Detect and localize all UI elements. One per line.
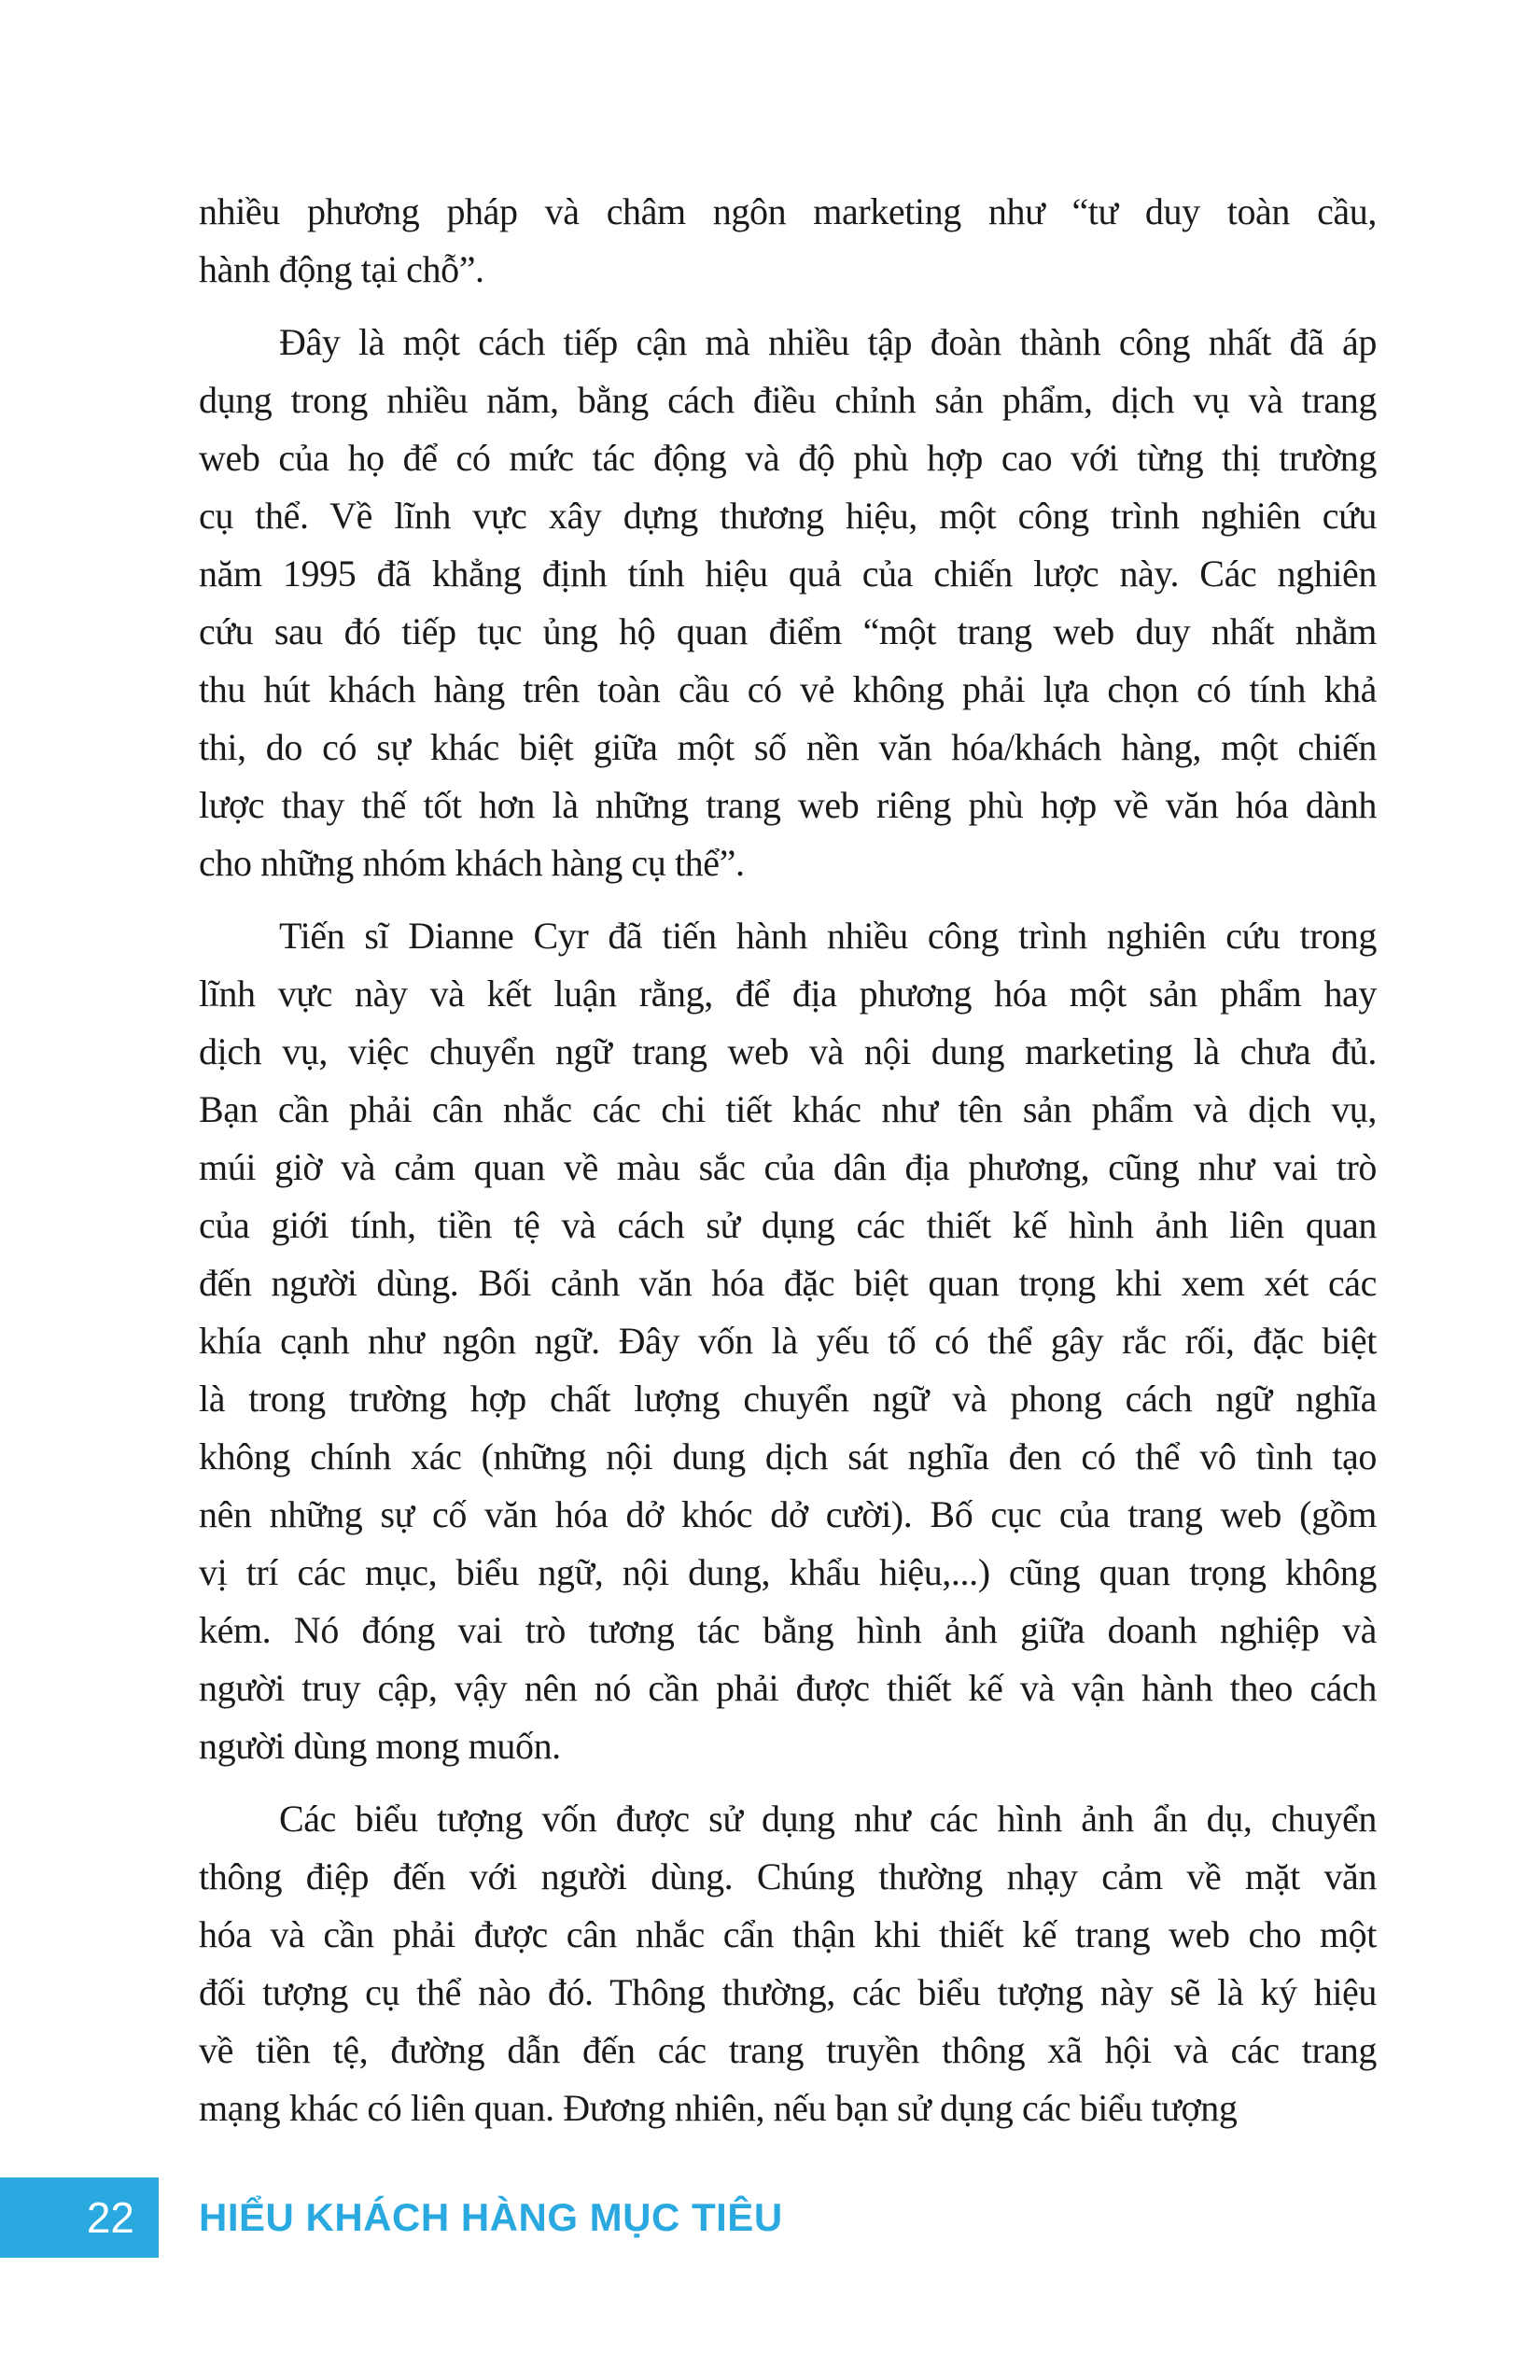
text-line: múi giờ và cảm quan về màu sắc của dân địa phương, cũng như vai trò — [199, 1146, 1377, 1188]
text-line: lĩnh vực này và kết luận rằng, để địa phương hóa một sản phẩm hay — [199, 973, 1377, 1015]
text-line: vị trí các mục, biểu ngữ, nội dung, khẩu hiệu,...) cũng quan trọng không — [199, 1551, 1377, 1593]
text-line: dụng trong nhiều năm, bằng cách điều chỉnh sản phẩm, dịch vụ và trang — [199, 379, 1377, 421]
body-text — [199, 183, 1377, 2152]
text-line: đối tượng cụ thể nào đó. Thông thường, các biểu tượng này sẽ là ký hiệu — [199, 1971, 1377, 2013]
text-line: khía cạnh như ngôn ngữ. Đây vốn là yếu tố có thể gây rắc rối, đặc biệt — [199, 1320, 1377, 1362]
text-line: lược thay thế tốt hơn là những trang web riêng phù hợp về văn hóa dành — [199, 784, 1377, 826]
text-line: Tiến sĩ Dianne Cyr đã tiến hành nhiều công trình nghiên cứu trong — [279, 915, 1377, 957]
text-line: Đây là một cách tiếp cận mà nhiều tập đoàn thành công nhất đã áp — [279, 321, 1377, 363]
text-line: mạng khác có liên quan. Đương nhiên, nếu bạn sử dụng các biểu tượng — [199, 2087, 1238, 2129]
text-line: Bạn cần phải cân nhắc các chi tiết khác như tên sản phẩm và dịch vụ, — [199, 1088, 1377, 1130]
text-line: cụ thể. Về lĩnh vực xây dựng thương hiệu, một công trình nghiên cứu — [199, 495, 1377, 537]
text-line: không chính xác (những nội dung dịch sát nghĩa đen có thể vô tình tạo — [199, 1435, 1377, 1477]
text-line: web của họ để có mức tác động và độ phù hợp cao với từng thị trường — [199, 437, 1377, 479]
page-number-block — [0, 2177, 159, 2258]
text-line: về tiền tệ, đường dẫn đến các trang truyền thông xã hội và các trang — [199, 2029, 1377, 2071]
text-line: hành động tại chỗ”. — [199, 248, 484, 290]
text-line: cứu sau đó tiếp tục ủng hộ quan điểm “một trang web duy nhất nhằm — [199, 610, 1377, 652]
text-line: của giới tính, tiền tệ và cách sử dụng các thiết kế hình ảnh liên quan — [199, 1204, 1377, 1246]
paragraph — [199, 183, 1377, 299]
text-line: nên những sự cố văn hóa dở khóc dở cười). Bố cục của trang web (gồm — [199, 1493, 1377, 1535]
text-line: kém. Nó đóng vai trò tương tác bằng hình ảnh giữa doanh nghiệp và — [199, 1609, 1377, 1651]
paragraph — [199, 1790, 1377, 2137]
running-title: HIỂU KHÁCH HÀNG MỤC TIÊU — [199, 2195, 783, 2239]
text-line: thu hút khách hàng trên toàn cầu có vẻ không phải lựa chọn có tính khả — [199, 668, 1377, 710]
text-line: nhiều phương pháp và châm ngôn marketing như “tư duy toàn cầu, — [199, 190, 1377, 232]
text-line: thi, do có sự khác biệt giữa một số nền văn hóa/khách hàng, một chiến — [199, 726, 1377, 768]
text-line: Các biểu tượng vốn được sử dụng như các hình ảnh ẩn dụ, chuyển — [279, 1798, 1377, 1840]
text-line: người dùng mong muốn. — [199, 1725, 561, 1767]
paragraph — [199, 907, 1377, 1775]
text-line: là trong trường hợp chất lượng chuyển ngữ và phong cách ngữ nghĩa — [199, 1378, 1377, 1420]
text-line: đến người dùng. Bối cảnh văn hóa đặc biệt quan trọng khi xem xét các — [199, 1262, 1377, 1304]
page-number: 22 — [86, 2193, 134, 2242]
page-footer — [0, 2177, 1540, 2258]
text-line: cho những nhóm khách hàng cụ thể”. — [199, 842, 745, 884]
text-line: thông điệp đến với người dùng. Chúng thường nhạy cảm về mặt văn — [199, 1855, 1377, 1897]
text-line: năm 1995 đã khẳng định tính hiệu quả của chiến lược này. Các nghiên — [199, 553, 1377, 595]
text-line: dịch vụ, việc chuyển ngữ trang web và nội dung marketing là chưa đủ. — [199, 1030, 1377, 1072]
text-line: người truy cập, vậy nên nó cần phải được thiết kế và vận hành theo cách — [199, 1667, 1377, 1709]
text-line: hóa và cần phải được cân nhắc cẩn thận khi thiết kế trang web cho một — [199, 1913, 1377, 1955]
paragraph — [199, 314, 1377, 892]
